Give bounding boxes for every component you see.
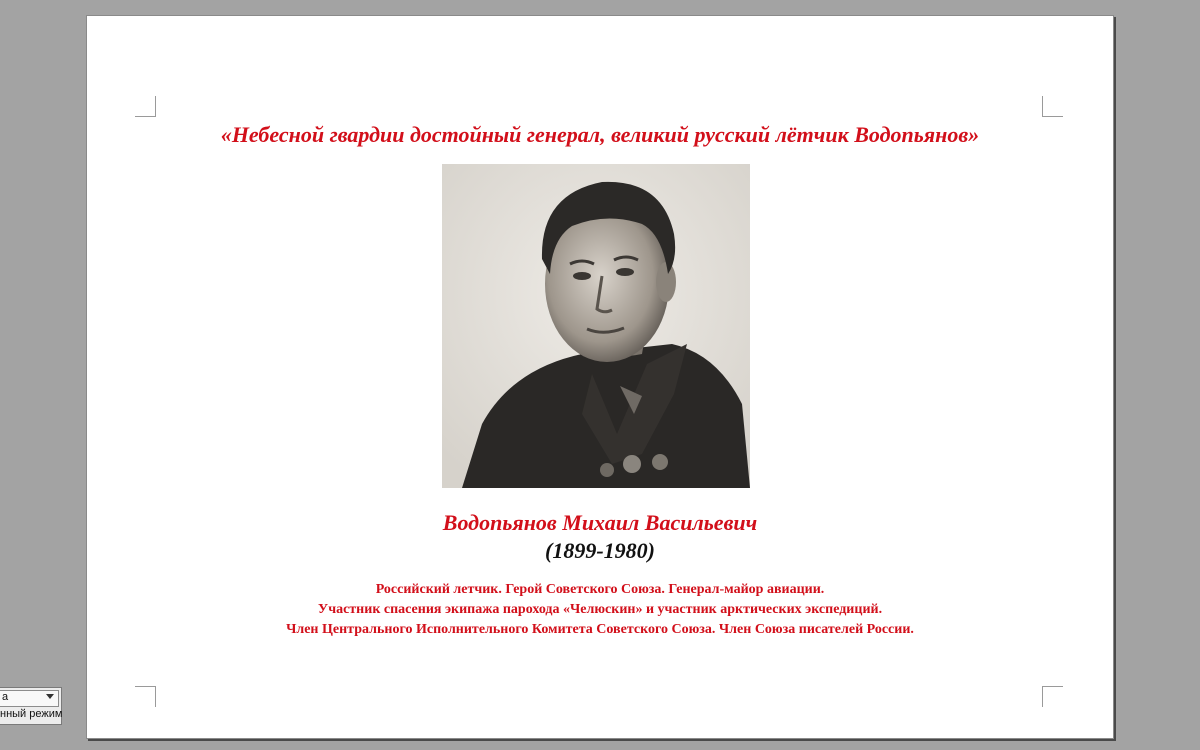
crop-mark-bottom-right xyxy=(1042,686,1063,707)
crop-mark-bottom-left xyxy=(135,686,156,707)
crop-mark-top-left xyxy=(135,96,156,117)
mode-label[interactable]: нный режим xyxy=(0,708,63,720)
status-panel xyxy=(0,687,62,725)
view-dropdown-value: а xyxy=(2,691,9,703)
life-years: (1899-1980) xyxy=(545,538,655,563)
bio-line: Член Центрального Исполнительного Комитета Советского Союза. Член Союза писателей России. xyxy=(286,622,914,637)
crop-mark-top-right xyxy=(1042,96,1063,117)
bio-line: Российский летчик. Герой Советского Союза. Генерал-майор авиации. xyxy=(375,582,825,597)
view-dropdown[interactable] xyxy=(0,690,59,707)
portrait-photo xyxy=(442,164,750,488)
page-heading: «Небесной гвардии достойный генерал, великий русский лётчик Водопьянов» xyxy=(220,122,980,147)
document-page xyxy=(86,15,1114,739)
bio-line: Участник спасения экипажа парохода «Челюскин» и участник арктических экспедиций. xyxy=(317,602,883,617)
biography xyxy=(87,580,1113,640)
chevron-down-icon[interactable] xyxy=(46,694,54,699)
person-name: Водопьянов Михаил Васильевич xyxy=(442,510,758,535)
